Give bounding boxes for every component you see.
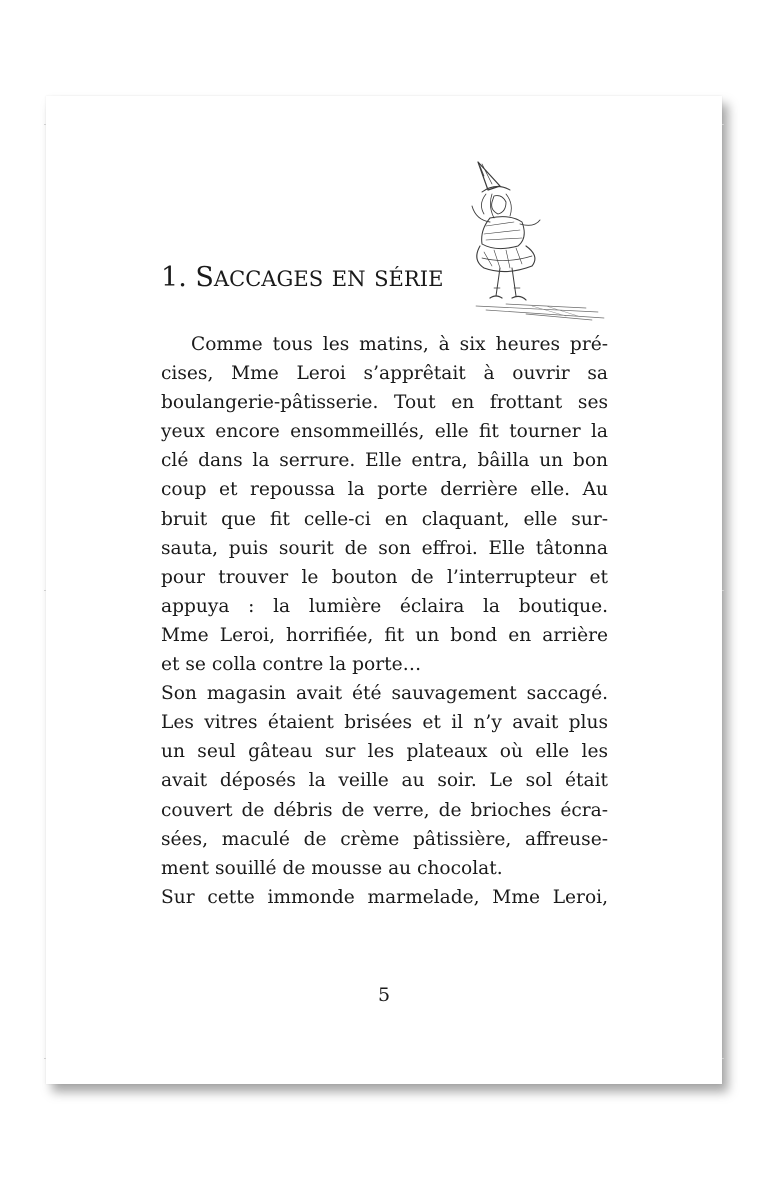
text-line: sauta, puis sourit de son effroi. Elle tâtonna bbox=[161, 537, 608, 559]
text-line: bruit que fit celle-ci en claquant, elle sur- bbox=[161, 508, 608, 530]
text-line: et se colla contre la porte… bbox=[161, 654, 422, 676]
text-line: un seul gâteau sur les plateaux où elle les bbox=[161, 741, 608, 763]
text-line: coup et repoussa la porte derrière elle. Au bbox=[161, 479, 608, 501]
text-line: yeux encore ensommeillés, elle fit tourner la bbox=[161, 421, 608, 443]
text-line: pour trouver le bouton de l’interrupteur et bbox=[161, 566, 608, 588]
text-line: avait déposés la veille au soir. Le sol était bbox=[161, 770, 608, 792]
text-line: ment souillé de mousse au chocolat. bbox=[161, 857, 503, 879]
crop-mark bbox=[722, 124, 724, 125]
text-line: Mme Leroi, horrifiée, fit un bond en arrière bbox=[161, 624, 608, 646]
crop-mark bbox=[44, 1058, 46, 1059]
text-line: Son magasin avait été sauvagement saccagé. bbox=[161, 683, 608, 705]
text-line: clé dans la serrure. Elle entra, bâilla un bon bbox=[161, 450, 608, 472]
text-line: appuya : la lumière éclaira la boutique. bbox=[161, 595, 608, 617]
text-line: Comme tous les matins, à six heures pré- bbox=[191, 334, 608, 355]
text-line: boulangerie-pâtisserie. Tout en frottant ses bbox=[161, 392, 608, 414]
text-line: cises, Mme Leroi s’apprêtait à ouvrir sa bbox=[161, 363, 608, 385]
book-page bbox=[46, 96, 722, 1084]
body-text bbox=[161, 330, 608, 912]
crop-mark bbox=[44, 124, 46, 125]
text-line: sées, maculé de crème pâtissière, affreuse- bbox=[161, 828, 608, 850]
crop-mark bbox=[44, 590, 46, 591]
witch-sketch-icon bbox=[466, 160, 606, 322]
crop-mark bbox=[722, 590, 724, 591]
page-number: 5 bbox=[377, 984, 391, 1006]
text-line: Sur cette immonde marmelade, Mme Leroi, bbox=[161, 886, 608, 908]
crop-mark bbox=[722, 1058, 724, 1059]
text-line: Les vitres étaient brisées et il n’y avait plus bbox=[161, 712, 608, 734]
chapter-title: 1. SACCAGES EN SÉRIE bbox=[161, 262, 444, 293]
text-line: couvert de débris de verre, de brioches écra- bbox=[161, 799, 608, 821]
